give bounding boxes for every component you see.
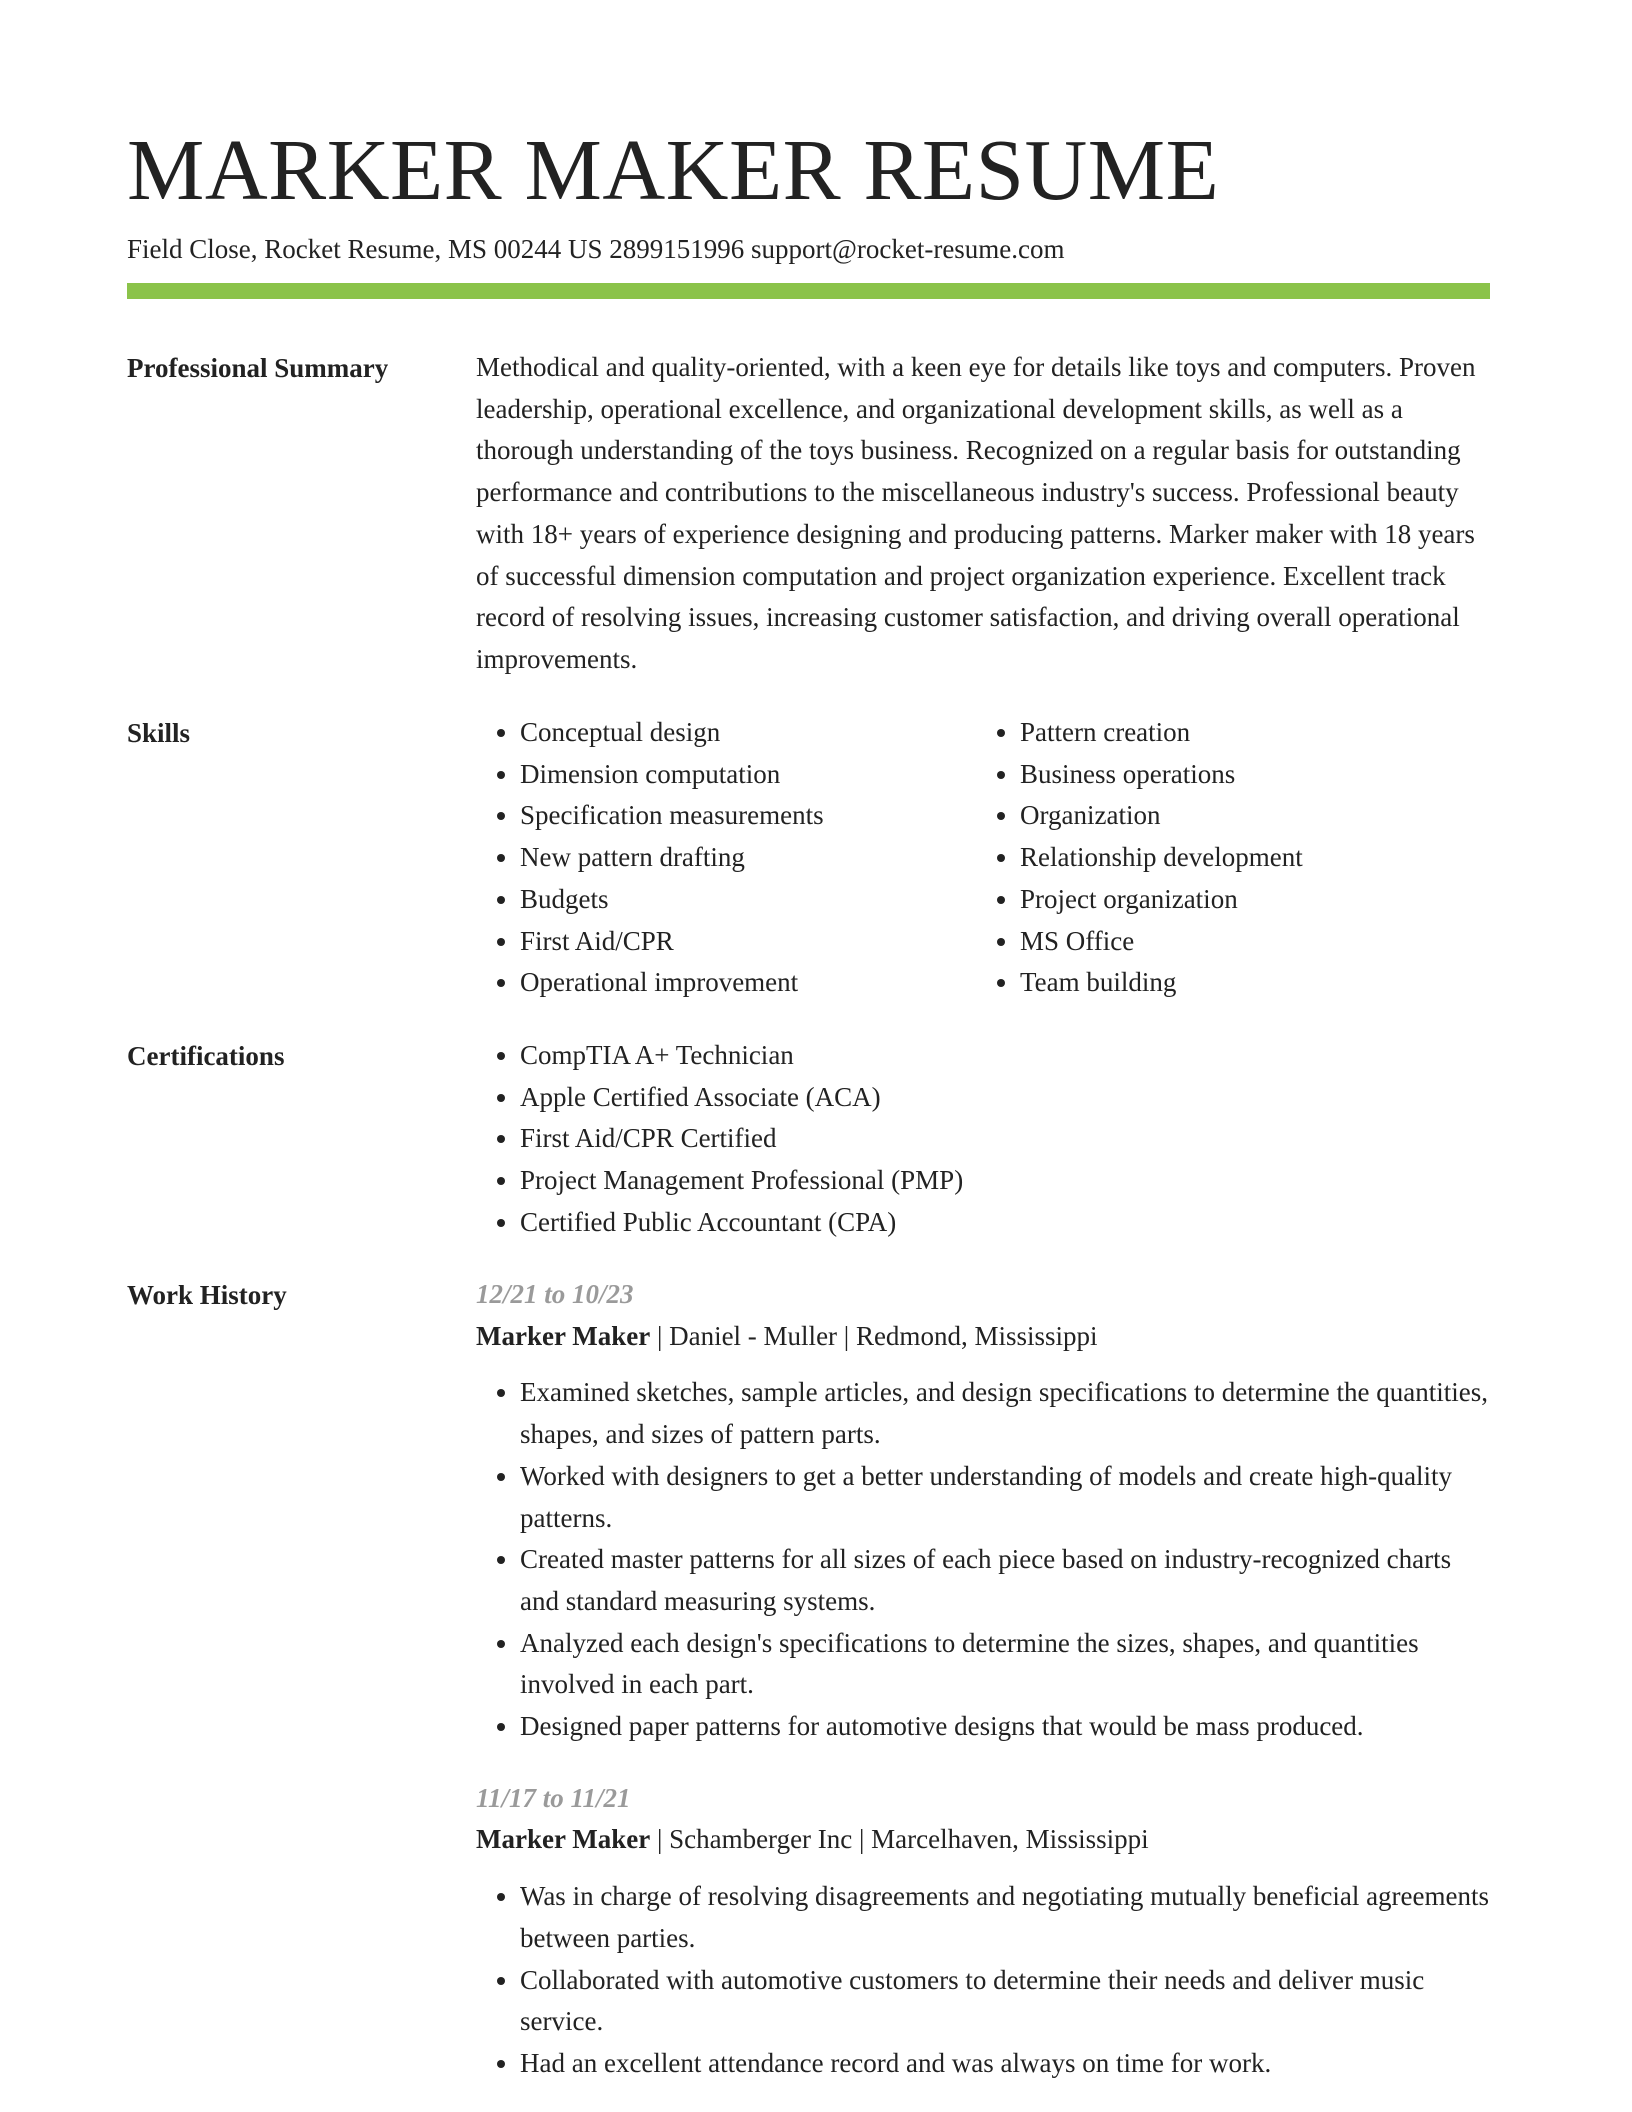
skills-list-right xyxy=(976,712,1476,1004)
skill-item: • Business operations xyxy=(1020,754,1476,796)
job-bullet: • Worked with designers to get a better understanding of models and create high-quality patterns. xyxy=(520,1456,1490,1539)
job-bullet: • Analyzed each design's specifications to determine the sizes, shapes, and quantities involved in each part. xyxy=(520,1623,1490,1706)
work-history-body xyxy=(476,1274,1490,2085)
summary-heading: Professional Summary xyxy=(127,353,389,383)
skill-item: • Operational improvement xyxy=(520,962,976,1004)
job-dates: 12/21 to 10/23 xyxy=(476,1279,634,1309)
skill-item: • Pattern creation xyxy=(1020,712,1476,754)
skill-item: • Conceptual design xyxy=(520,712,976,754)
skill-item: • Budgets xyxy=(520,879,976,921)
job-header xyxy=(476,1316,1490,1358)
summary-body xyxy=(476,347,1490,681)
skill-item: • Specification measurements xyxy=(520,795,976,837)
skill-item: • Team building xyxy=(1020,962,1476,1004)
job-bullets xyxy=(476,1372,1490,1747)
skill-item: • Organization xyxy=(1020,795,1476,837)
job-dates: 11/17 to 11/21 xyxy=(476,1782,631,1813)
certification-item: • Project Management Professional (PMP) xyxy=(520,1160,1490,1202)
skill-item: • Relationship development xyxy=(1020,837,1476,879)
job-details: | Daniel - Muller | Redmond, Mississippi xyxy=(650,1320,1098,1351)
job-title: Marker Maker xyxy=(476,1320,651,1351)
job-bullet: • Examined sketches, sample articles, and design specifications to determine the quantities, shapes, and sizes of pattern parts. xyxy=(520,1372,1490,1455)
job-bullet: • Had an excellent attendance record and was always on time for work. xyxy=(520,2043,1490,2085)
job-title: Marker Maker xyxy=(476,1824,651,1855)
certifications-heading: Certifications xyxy=(127,1041,285,1071)
skills-column-right xyxy=(976,712,1476,1004)
job-entry xyxy=(476,1274,1490,1748)
job-entry xyxy=(476,1778,1490,2085)
certification-item: • First Aid/CPR Certified xyxy=(520,1118,1490,1160)
accent-divider xyxy=(127,283,1490,299)
skills-columns xyxy=(476,712,1490,1004)
skill-item: • Project organization xyxy=(1020,879,1476,921)
job-bullet: • Designed paper patterns for automotive designs that would be mass produced. xyxy=(520,1706,1490,1748)
summary-text: Methodical and quality-oriented, with a keen eye for details like toys and computers. Proven leadership, operational excellence, and organizational development skills, as well as a thorough understanding of the toys business. Recognized on a regular basis for outstanding performance and contributions to the miscellaneous industry's success. Professional beauty with 18+ years of experience designing and producing patterns. Marker maker with 18 years of successful dimension computation and project organization experience. Excellent track record of resolving issues, increasing customer satisfaction, and driving overall operational improvements. xyxy=(476,352,1476,674)
certifications-body xyxy=(476,1035,1490,1244)
contact-line: Field Close, Rocket Resume, MS 00244 US 2899151996 support@rocket-resume.com xyxy=(127,234,1065,264)
skills-list-left xyxy=(476,712,976,1004)
skill-item: • Dimension computation xyxy=(520,754,976,796)
skill-item: • First Aid/CPR xyxy=(520,921,976,963)
skills-heading: Skills xyxy=(127,718,191,748)
skill-item: • New pattern drafting xyxy=(520,837,976,879)
job-bullet: • Created master patterns for all sizes of each piece based on industry-recognized charts and standard measuring systems. xyxy=(520,1539,1490,1622)
job-bullet: • Collaborated with automotive customers to determine their needs and deliver music service. xyxy=(520,1960,1490,2043)
resume-header xyxy=(127,118,1490,267)
work-history-heading: Work History xyxy=(127,1280,287,1310)
certification-item: • CompTIA A+ Technician xyxy=(520,1035,1490,1077)
job-bullets xyxy=(476,1876,1490,2085)
job-header xyxy=(476,1819,1490,1861)
resume-name: MARKER MAKER RESUME xyxy=(127,121,1220,218)
certifications-list xyxy=(476,1035,1490,1244)
skill-item: • MS Office xyxy=(1020,921,1476,963)
skills-body xyxy=(476,712,1490,1004)
job-bullet: • Was in charge of resolving disagreements and negotiating mutually beneficial agreements between parties. xyxy=(520,1876,1490,1959)
certification-item: • Certified Public Accountant (CPA) xyxy=(520,1202,1490,1244)
certification-item: • Apple Certified Associate (ACA) xyxy=(520,1077,1490,1119)
job-details: | Schamberger Inc | Marcelhaven, Mississippi xyxy=(650,1824,1149,1855)
skills-column-left xyxy=(476,712,976,1004)
